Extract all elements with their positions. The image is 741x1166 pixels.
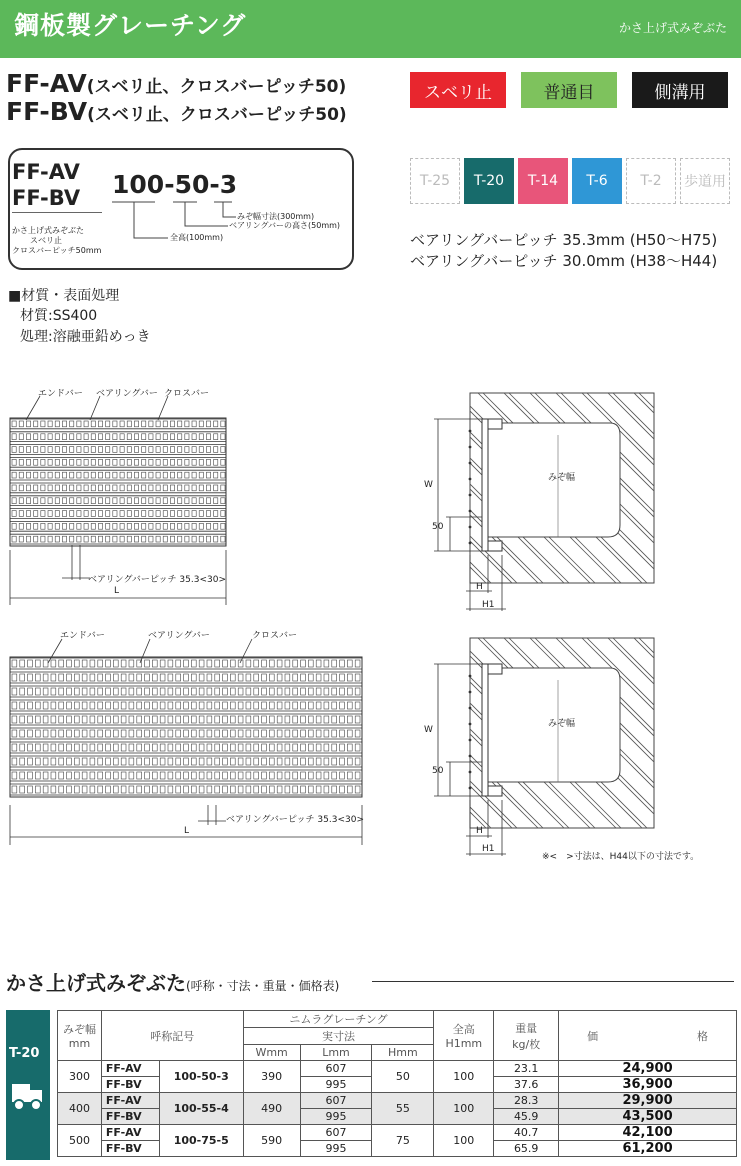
material-line-1: 材質:SS400 bbox=[20, 308, 98, 324]
t20-side-label: T-20 bbox=[9, 1046, 40, 1061]
pitch-line-2: ベアリングバーピッチ 30.0mm (H38〜H44) bbox=[410, 252, 718, 270]
load-type-t-25: T-25 bbox=[410, 158, 460, 204]
label-pitch-1: ベアリングバーピッチ 35.3<30> bbox=[88, 575, 226, 585]
header-subtitle: かさ上げ式みぞぶた bbox=[618, 21, 727, 35]
section-view-1 bbox=[410, 385, 660, 620]
note-bar: ベアリングバーの高さ(50mm) bbox=[229, 221, 341, 230]
material-heading: ■材質・表面処理 bbox=[8, 288, 120, 304]
table-row: 300 FF-AV 100-50-3 390 607 50 100 23.1 24,900 bbox=[58, 1061, 737, 1077]
badge-anti-slip: スベリ止 bbox=[410, 72, 506, 108]
label-end-bar-2: エンドバー bbox=[60, 631, 105, 641]
label-W-1: W bbox=[424, 480, 433, 490]
label-W-2: W bbox=[424, 725, 433, 735]
label-H-2: H bbox=[476, 826, 483, 836]
pitch-line-1: ベアリングバーピッチ 35.3mm (H50〜H75) bbox=[410, 231, 718, 249]
code-model-b: FF-BV bbox=[12, 186, 81, 210]
badge-side-ditch: 側溝用 bbox=[632, 72, 728, 108]
code-model-a: FF-AV bbox=[12, 160, 80, 184]
truck-icon bbox=[10, 1080, 46, 1114]
label-L-2: L bbox=[184, 826, 190, 836]
code-string: 100-50-3 bbox=[112, 170, 238, 199]
header-price: 価 格 bbox=[559, 1011, 737, 1061]
price-table bbox=[57, 1010, 737, 1157]
load-type-t-2: T-2 bbox=[626, 158, 676, 204]
code-leader-lines bbox=[0, 0, 360, 272]
load-type-t-14: T-14 bbox=[518, 158, 568, 204]
header-weight: 重量 kg/枚 bbox=[494, 1011, 559, 1061]
code-desc-2: スベリ止 bbox=[30, 236, 62, 245]
label-H1-2: H1 bbox=[482, 844, 495, 854]
header-w: Wmm bbox=[243, 1045, 300, 1061]
table-row: FF-BV 995 45.9 43,500 bbox=[58, 1109, 737, 1125]
load-type-歩道用: 歩道用 bbox=[680, 158, 730, 204]
header-title: 鋼板製グレーチング bbox=[14, 11, 247, 40]
dimension-note: ※< >寸法は、H44以下の寸法です。 bbox=[542, 852, 700, 862]
section-view-2 bbox=[410, 630, 660, 865]
label-L-1: L bbox=[114, 586, 120, 596]
label-groove-1: みぞ幅 bbox=[548, 473, 576, 483]
label-cross-bar-2: クロスバー bbox=[252, 631, 298, 641]
material-line-2: 処理:溶融亜鉛めっき bbox=[20, 329, 151, 345]
label-cross-bar-1: クロスバー bbox=[164, 389, 210, 399]
header-total-height: 全高 H1mm bbox=[434, 1011, 494, 1061]
note-width: みぞ幅寸法(300mm) bbox=[237, 212, 315, 221]
title-rule bbox=[372, 981, 734, 982]
label-bearing-bar-1: ベアリングバー bbox=[96, 389, 158, 399]
header-l: Lmm bbox=[300, 1045, 372, 1061]
label-groove-2: みぞ幅 bbox=[548, 719, 576, 729]
table-row: FF-BV 995 65.9 61,200 bbox=[58, 1141, 737, 1157]
label-end-bar-1: エンドバー bbox=[38, 389, 83, 399]
load-type-t-6: T-6 bbox=[572, 158, 622, 204]
header-actual: 実寸法 bbox=[243, 1028, 434, 1045]
header-code: 呼称記号 bbox=[101, 1011, 243, 1061]
code-desc-1: かさ上げ式みぞぶた bbox=[12, 226, 84, 235]
table-section-title: かさ上げ式みぞぶた(呼称・寸法・重量・価格表) bbox=[6, 971, 340, 995]
label-bearing-bar-2: ベアリングバー bbox=[148, 631, 210, 641]
product-title-a: FF-AV(スベリ止、クロスバーピッチ50) bbox=[6, 69, 347, 98]
label-H1-1: H1 bbox=[482, 600, 495, 610]
header-h: Hmm bbox=[372, 1045, 434, 1061]
table-row: 400 FF-AV 100-55-4 490 607 55 100 28.3 29,900 bbox=[58, 1093, 737, 1109]
note-total: 全高(100mm) bbox=[170, 233, 224, 242]
load-type-t-20: T-20 bbox=[464, 158, 514, 204]
product-title-b: FF-BV(スベリ止、クロスバーピッチ50) bbox=[6, 97, 347, 126]
label-50-1: 50 bbox=[432, 522, 444, 532]
table-row: FF-BV 995 37.6 36,900 bbox=[58, 1077, 737, 1093]
code-desc-3: クロスバーピッチ50mm bbox=[12, 246, 102, 255]
label-50-2: 50 bbox=[432, 766, 444, 776]
label-pitch-2: ベアリングバーピッチ 35.3<30> bbox=[226, 815, 364, 825]
badge-standard-mesh: 普通目 bbox=[521, 72, 617, 108]
label-H-1: H bbox=[476, 582, 483, 592]
header-nimura: ニムラグレーチング bbox=[243, 1011, 434, 1028]
table-row: 500 FF-AV 100-75-5 590 607 75 100 40.7 42,100 bbox=[58, 1125, 737, 1141]
header-width: みぞ幅 mm bbox=[58, 1011, 102, 1061]
